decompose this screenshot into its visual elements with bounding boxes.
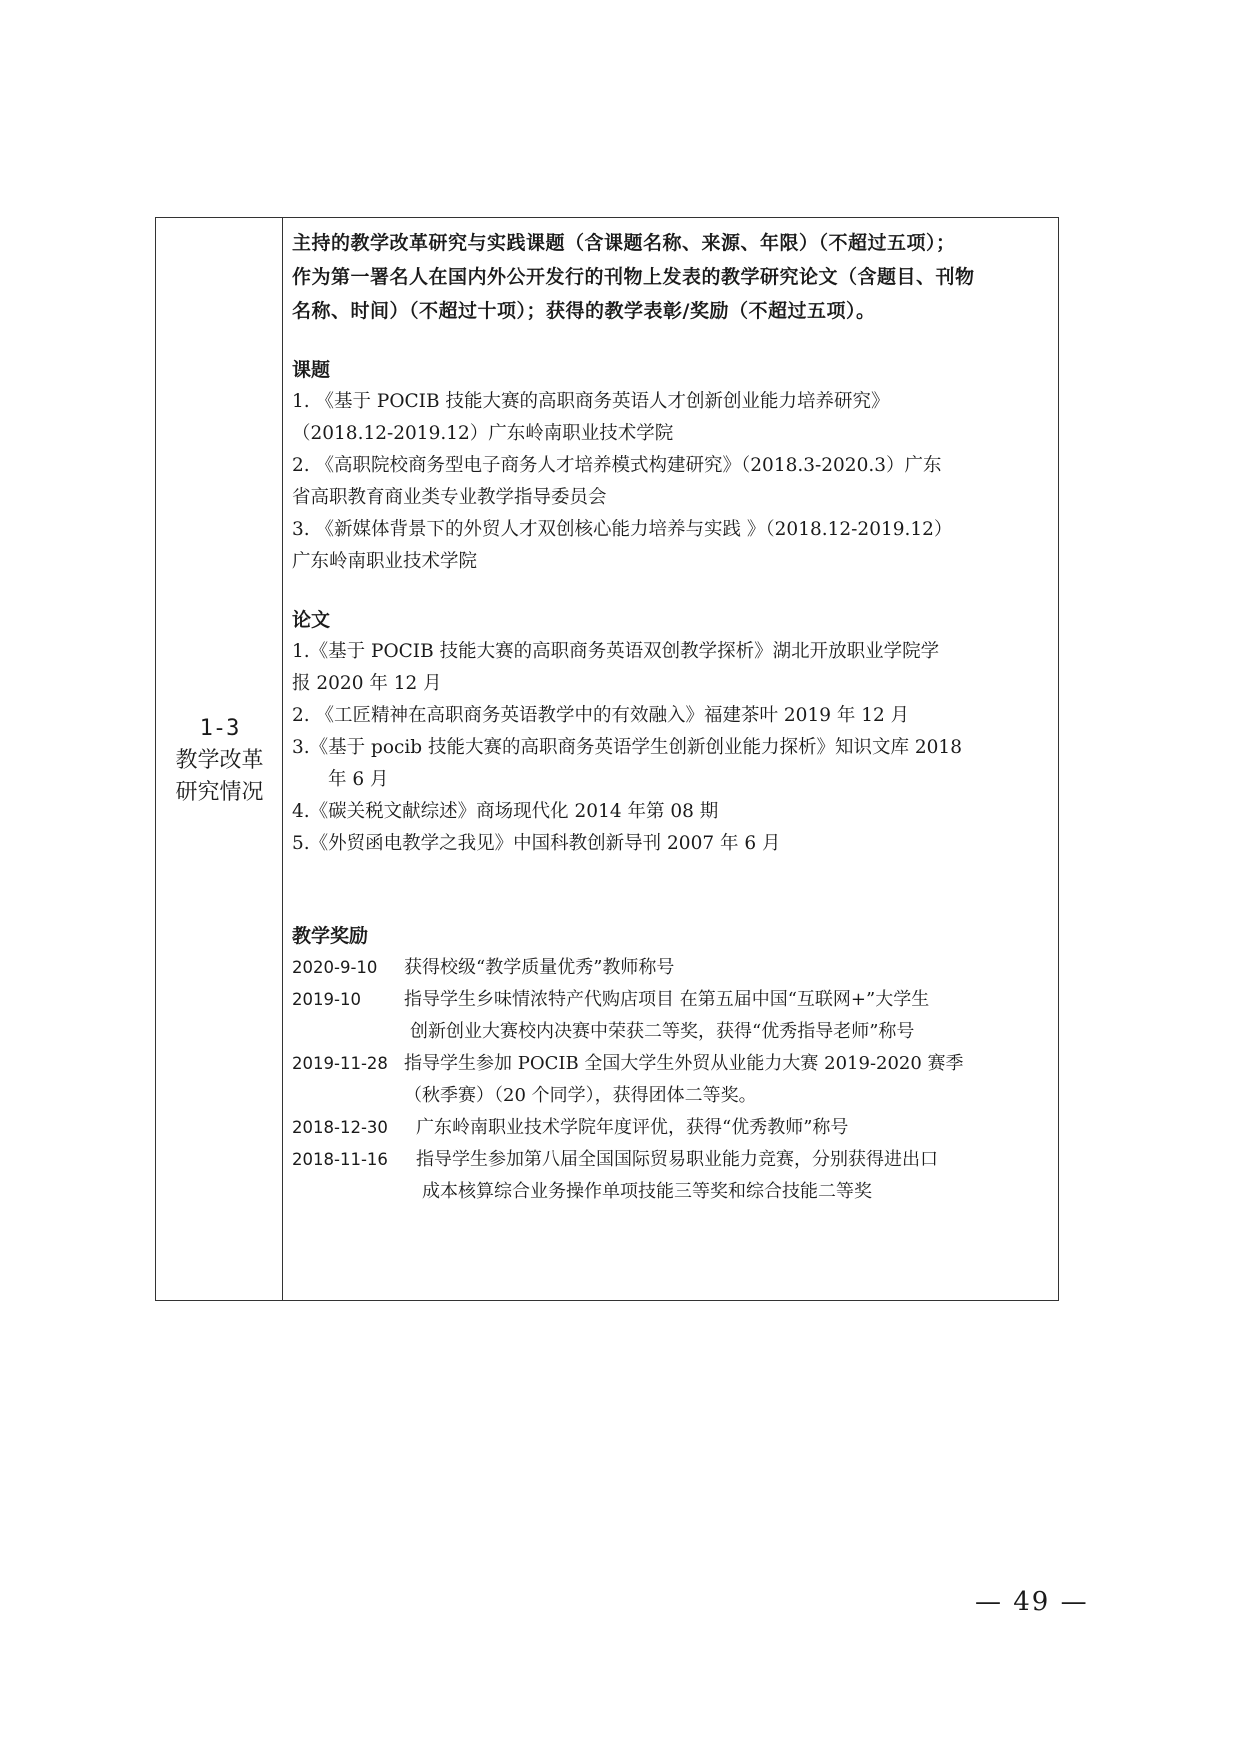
- content-cell: [292, 226, 1052, 1208]
- papers-section: [292, 604, 1052, 860]
- list-item: 1. 《基于 POCIB 技能大赛的高职商务英语人才创新创业能力培养研究》 （2018.12-2019.12）广东岭南职业技术学院: [292, 391, 890, 444]
- list-item: 5.《外贸函电教学之我见》中国科教创新导刊 2007 年 6 月: [292, 833, 781, 854]
- instructions: [292, 226, 1052, 328]
- award-item: 2018-12-30 广东岭南职业技术学院年度评优，获得“优秀教师”称号: [292, 1112, 1052, 1144]
- section-code: 1-3: [199, 716, 240, 741]
- award-item: 2019-10 指导学生乡味情浓特产代购店项目 在第五届中国“互联网+”大学生 创新创业大赛校内决赛中荣获二等奖，获得“优秀指导老师”称号: [292, 984, 1052, 1048]
- list-item: 4.《碳关税文献综述》商场现代化 2014 年第 08 期: [292, 801, 719, 822]
- awards-section: [292, 920, 1052, 1208]
- award-item: 2018-11-16 指导学生参加第八届全国国际贸易职业能力竞赛，分别获得进出口 成本核算综合业务操作单项技能三等奖和综合技能二等奖: [292, 1144, 1052, 1208]
- page-number: — 49 —: [975, 1587, 1089, 1617]
- list-item: 2. 《工匠精神在高职商务英语教学中的有效融入》福建茶叶 2019 年 12 月: [292, 705, 910, 726]
- papers-heading: 论文: [292, 609, 331, 631]
- list-item: 3. 《新媒体背景下的外贸人才双创核心能力培养与实践 》（2018.12-2019.12） 广东岭南职业技术学院: [292, 519, 953, 572]
- award-date: 2020-9-10: [292, 958, 378, 977]
- awards-heading: 教学奖励: [292, 925, 369, 947]
- award-date: 2019-11-28: [292, 1054, 388, 1073]
- award-date: 2019-10: [292, 990, 361, 1009]
- instruction-line: 作为第一署名人在国内外公开发行的刊物上发表的教学研究论文（含题目、刊物: [292, 266, 975, 288]
- list-item: 2. 《高职院校商务型电子商务人才培养模式构建研究》（2018.3-2020.3）广东 省高职教育商业类专业教学指导委员会: [292, 455, 942, 508]
- projects-heading: 课题: [292, 359, 331, 381]
- instruction-line: 主持的教学改革研究与实践课题（含课题名称、来源、年限）（不超过五项）；: [292, 232, 956, 254]
- label-cell: [156, 218, 283, 1300]
- award-date: 2018-11-16: [292, 1150, 388, 1169]
- section-title-line-1: 教学改革: [175, 748, 264, 773]
- form-table: [155, 217, 1059, 1301]
- list-item: 1.《基于 POCIB 技能大赛的高职商务英语双创教学探析》湖北开放职业学院学 报 2020 年 12 月: [292, 641, 940, 694]
- award-date: 2018-12-30: [292, 1118, 388, 1137]
- section-title-line-2: 研究情况: [175, 780, 264, 805]
- award-item: 2019-11-28 指导学生参加 POCIB 全国大学生外贸从业能力大赛 2019-2020 赛季 （秋季赛）（20 个同学），获得团体二等奖。: [292, 1048, 1052, 1112]
- list-item: 3.《基于 pocib 技能大赛的高职商务英语学生创新创业能力探析》知识文库 2018 年 6 月: [292, 737, 962, 790]
- award-item: 2020-9-10 获得校级“教学质量优秀”教师称号: [292, 952, 1052, 984]
- section-label: [156, 713, 283, 809]
- instruction-line: 名称、时间）（不超过十项）；获得的教学表彰/奖励（不超过五项）。: [292, 300, 876, 322]
- projects-section: [292, 354, 1052, 578]
